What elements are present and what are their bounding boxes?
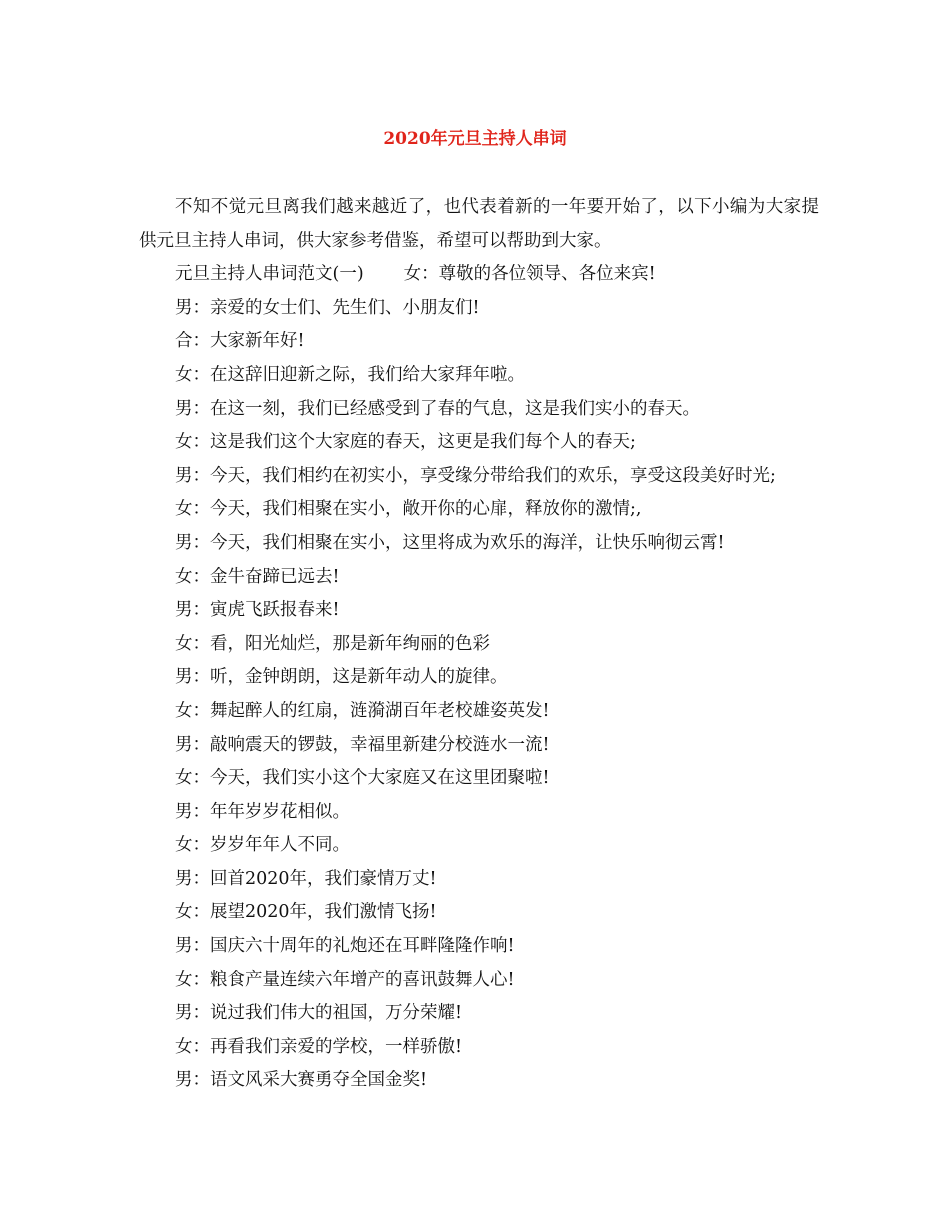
- dialogue-line: 女：再看我们亲爱的学校，一样骄傲!: [175, 1036, 463, 1057]
- dialogue-line: 女：今天，我们相聚在实小，敞开你的心扉，释放你的激情;,: [175, 499, 642, 520]
- dialogue-line: 男：敲响震天的锣鼓，幸福里新建分校涟水一流!: [175, 734, 550, 755]
- dialogue-line: 男：回首2020年，我们豪情万丈!: [175, 868, 437, 889]
- dialogue-line: 女：金牛奋蹄已远去!: [175, 566, 340, 587]
- section-heading: 元旦主持人串词范文(一): [175, 264, 364, 285]
- page-title: 2020年元旦主持人串词: [383, 129, 567, 149]
- dialogue-line: 女：展望2020年，我们激情飞扬!: [175, 902, 437, 923]
- dialogue-line: 女：舞起醉人的红扇，涟漪湖百年老校雄姿英发!: [175, 700, 550, 721]
- dialogue-line: 男：亲爱的女士们、先生们、小朋友们!: [175, 297, 480, 318]
- dialogue-line: 合：大家新年好!: [175, 331, 305, 352]
- dialogue-line: 女：岁岁年年人不同。: [175, 835, 350, 856]
- dialogue-line: 男：在这一刻，我们已经感受到了春的气息，这是我们实小的春天。: [175, 398, 700, 419]
- dialogue-line: 男：国庆六十周年的礼炮还在耳畔隆隆作响!: [175, 936, 515, 957]
- dialogue-line: 男：今天，我们相聚在实小，这里将成为欢乐的海洋，让快乐响彻云霄!: [175, 532, 725, 553]
- dialogue-line: 女：这是我们这个大家庭的春天，这更是我们每个人的春天;: [175, 432, 636, 453]
- dialogue-line: 女：粮食产量连续六年增产的喜讯鼓舞人心!: [175, 969, 515, 990]
- dialogue-line: 女：尊敬的各位领导、各位来宾!: [403, 264, 656, 285]
- dialogue-line: 女：今天，我们实小这个大家庭又在这里团聚啦!: [175, 768, 550, 789]
- dialogue-line: 男：听，金钟朗朗，这是新年动人的旋律。: [175, 667, 508, 688]
- dialogue-line: 女：看，阳光灿烂，那是新年绚丽的色彩: [175, 633, 490, 654]
- dialogue-line: 男：年年岁岁花相似。: [175, 801, 350, 822]
- dialogue-list: [139, 292, 819, 1098]
- dialogue-line: 女：在这辞旧迎新之际，我们给大家拜年啦。: [175, 364, 525, 385]
- dialogue-line: 男：语文风采大赛勇夺全国金奖!: [175, 1070, 428, 1091]
- section-heading-line: [139, 258, 819, 292]
- dialogue-line: 男：说过我们伟大的祖国，万分荣耀!: [175, 1003, 463, 1024]
- dialogue-line: 男：今天，我们相约在初实小，享受缘分带给我们的欢乐，享受这段美好时光;: [175, 465, 776, 486]
- document-body: [139, 191, 819, 1098]
- dialogue-line: 男：寅虎飞跃报春来!: [175, 600, 340, 621]
- intro-paragraph: 不知不觉元旦离我们越来越近了，也代表着新的一年要开始了，以下小编为大家提供元旦主持人串词，供大家参考借鉴，希望可以帮助到大家。: [139, 197, 819, 251]
